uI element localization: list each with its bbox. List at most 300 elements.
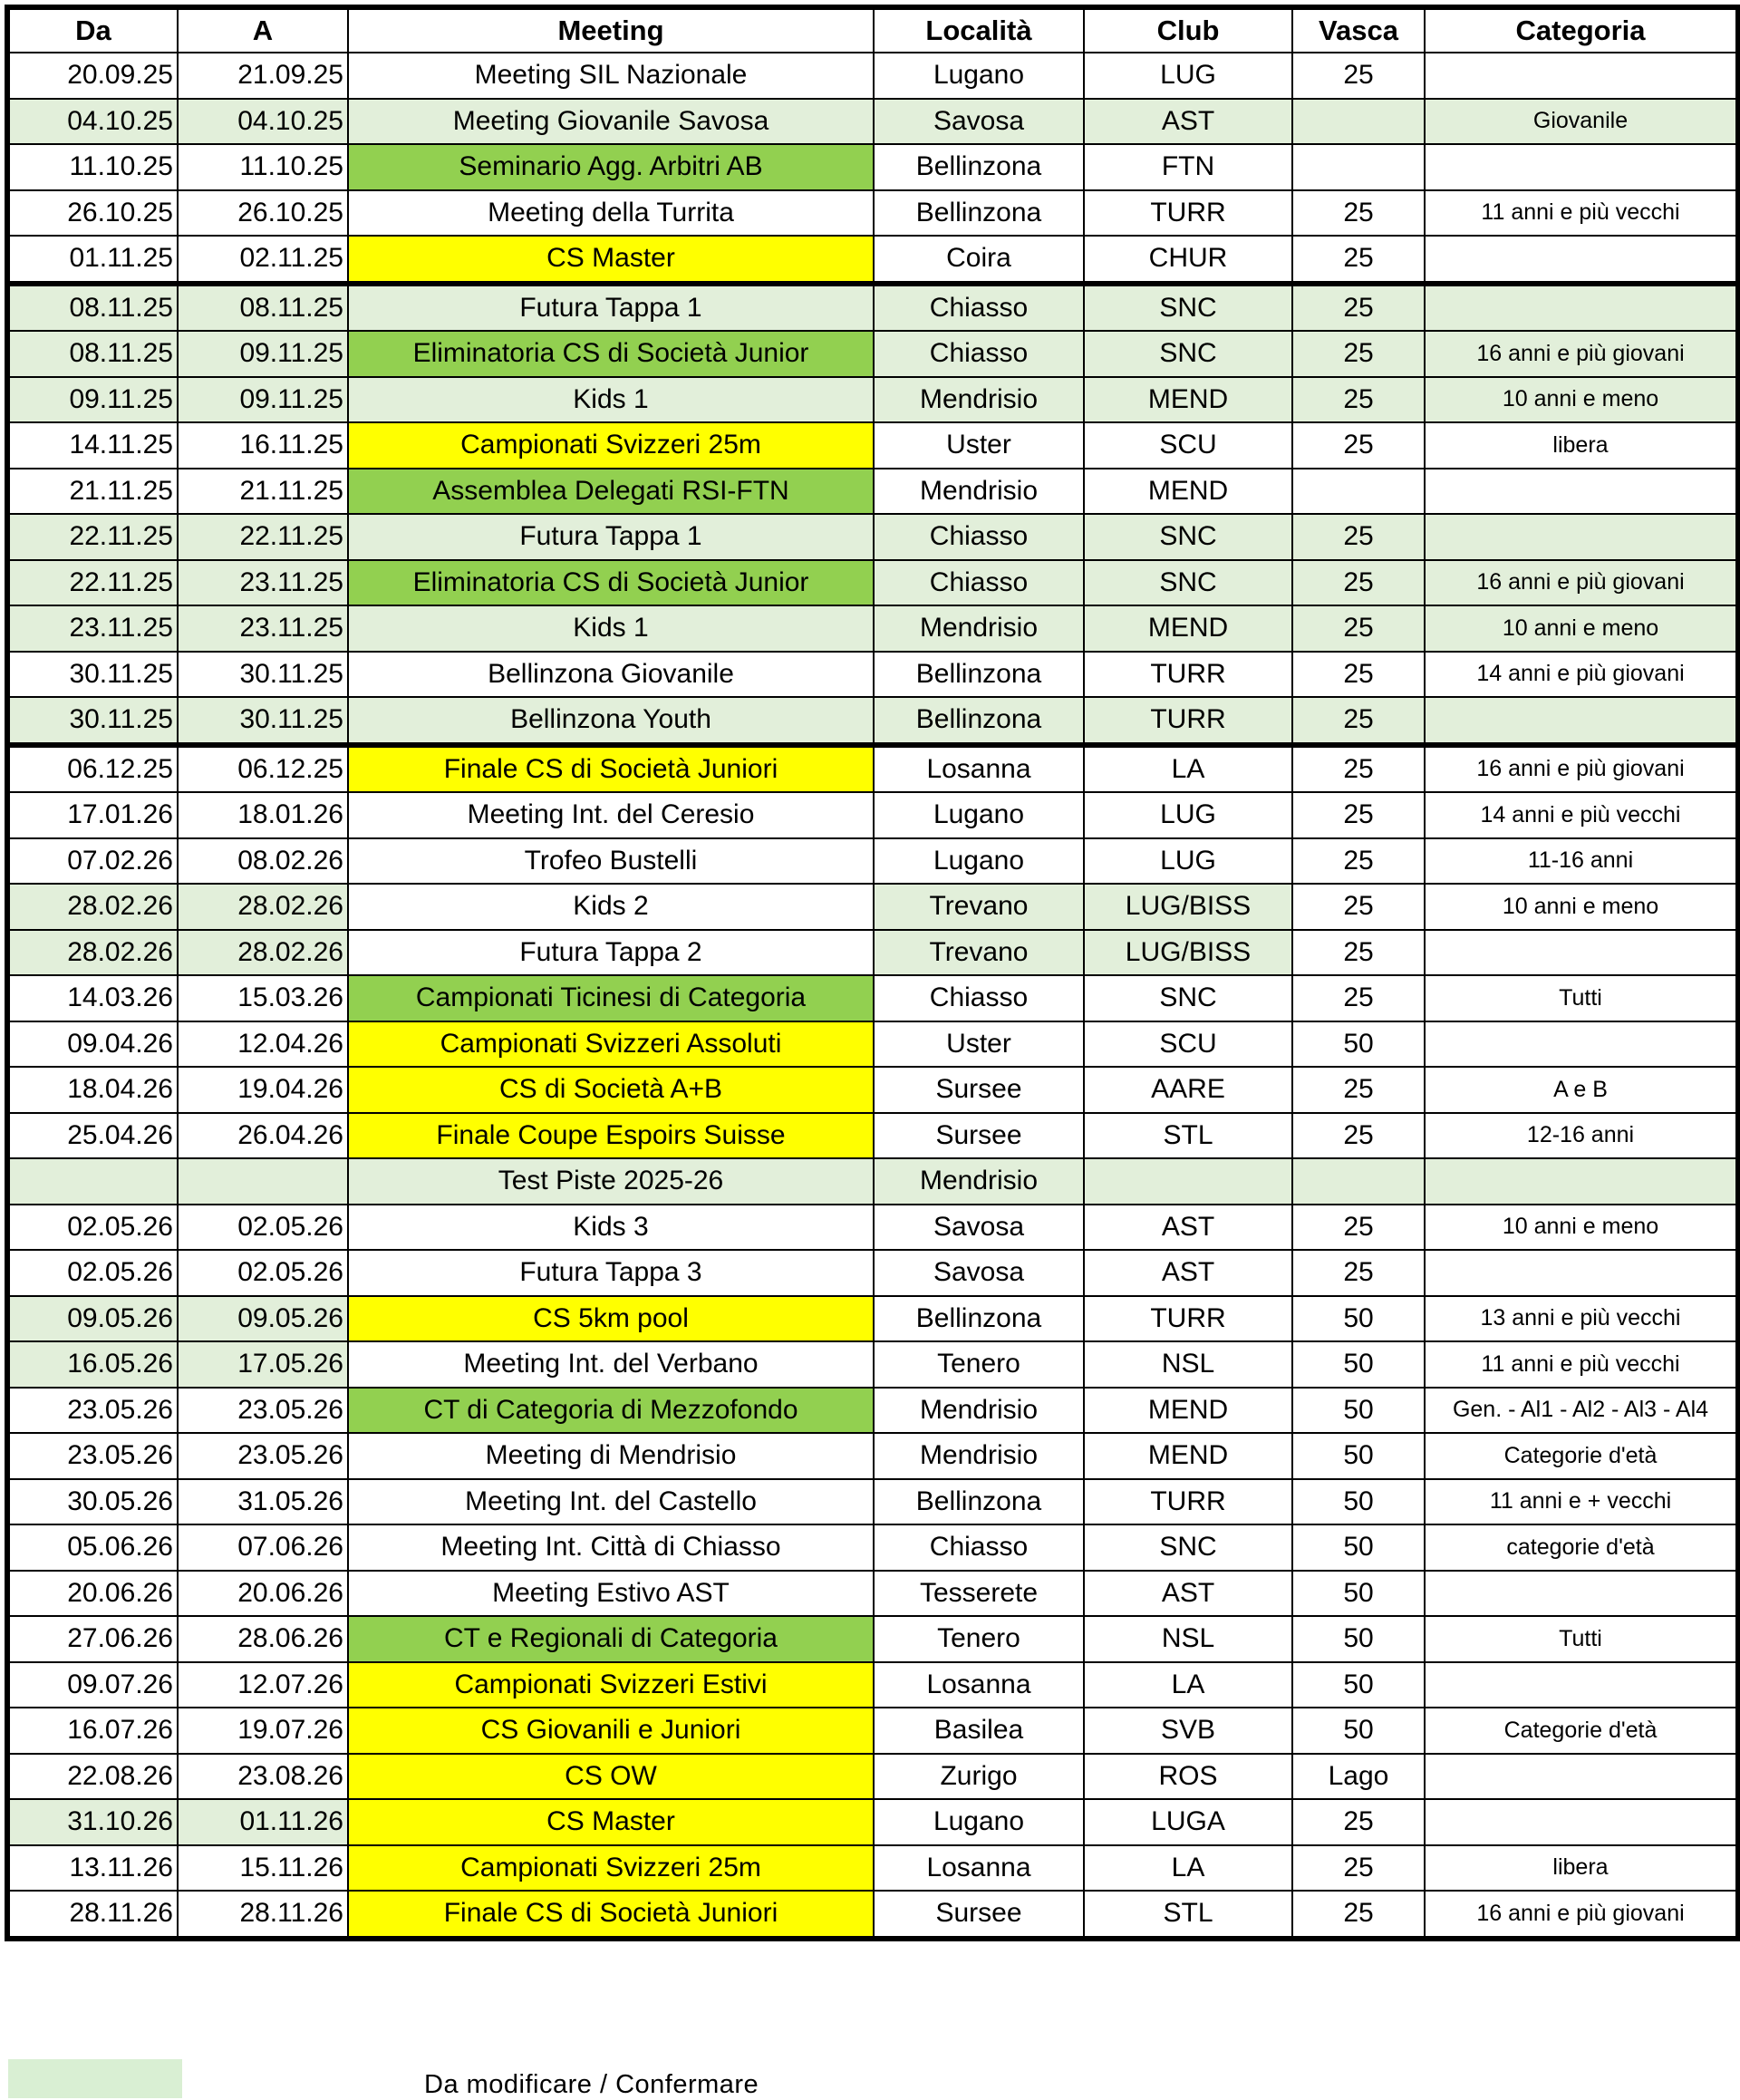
cell-a: 08.02.26 [178, 838, 348, 885]
table-row [7, 1296, 1738, 1342]
cell-da: 27.06.26 [7, 1616, 178, 1662]
cell-da: 22.08.26 [7, 1754, 178, 1800]
cell-localita: Uster [874, 422, 1084, 469]
cell-a: 28.11.26 [178, 1891, 348, 1939]
table-row [7, 1524, 1738, 1571]
cell-meeting: Meeting Int. del Ceresio [348, 792, 874, 838]
table-row [7, 99, 1738, 145]
cell-localita: Basilea [874, 1708, 1084, 1754]
cell-meeting: Futura Tappa 2 [348, 930, 874, 976]
cell-meeting: CT e Regionali di Categoria [348, 1616, 874, 1662]
table-row [7, 697, 1738, 745]
col-header-vasca: Vasca [1292, 7, 1425, 53]
cell-club: TURR [1084, 1479, 1292, 1525]
cell-localita: Mendrisio [874, 1158, 1084, 1205]
table-row [7, 1662, 1738, 1708]
table-row [7, 53, 1738, 99]
cell-club: MEND [1084, 469, 1292, 515]
cell-da: 07.02.26 [7, 838, 178, 885]
cell-da: 08.11.25 [7, 331, 178, 377]
cell-categoria: 10 anni e meno [1425, 1205, 1738, 1251]
cell-localita: Losanna [874, 1845, 1084, 1892]
cell-meeting: CS di Società A+B [348, 1067, 874, 1113]
cell-meeting: Kids 1 [348, 605, 874, 652]
cell-meeting: Eliminatoria CS di Società Junior [348, 331, 874, 377]
cell-categoria [1425, 53, 1738, 99]
cell-localita: Mendrisio [874, 377, 1084, 423]
cell-club: SNC [1084, 975, 1292, 1021]
cell-club: SNC [1084, 560, 1292, 606]
cell-localita: Tesserete [874, 1571, 1084, 1617]
cell-vasca: 50 [1292, 1021, 1425, 1068]
cell-vasca: 25 [1292, 560, 1425, 606]
cell-club: TURR [1084, 1296, 1292, 1342]
cell-vasca: 25 [1292, 930, 1425, 976]
cell-da: 20.06.26 [7, 1571, 178, 1617]
cell-a: 26.10.25 [178, 190, 348, 237]
cell-da: 14.11.25 [7, 422, 178, 469]
cell-club [1084, 1158, 1292, 1205]
table-row [7, 1205, 1738, 1251]
cell-localita: Bellinzona [874, 144, 1084, 190]
cell-localita: Chiasso [874, 560, 1084, 606]
legend [5, 2059, 1735, 2098]
cell-vasca: 50 [1292, 1388, 1425, 1434]
cell-club: SCU [1084, 422, 1292, 469]
cell-vasca: 25 [1292, 605, 1425, 652]
cell-categoria [1425, 1754, 1738, 1800]
table-row [7, 930, 1738, 976]
cell-vasca: 25 [1292, 514, 1425, 560]
cell-meeting: Kids 3 [348, 1205, 874, 1251]
cell-da: 04.10.25 [7, 99, 178, 145]
cell-da: 02.05.26 [7, 1205, 178, 1251]
col-header-club: Club [1084, 7, 1292, 53]
cell-club: NSL [1084, 1616, 1292, 1662]
table-row [7, 377, 1738, 423]
cell-categoria: Tutti [1425, 1616, 1738, 1662]
table-row [7, 469, 1738, 515]
cell-categoria: 10 anni e meno [1425, 605, 1738, 652]
cell-a: 09.05.26 [178, 1296, 348, 1342]
cell-localita: Losanna [874, 745, 1084, 793]
cell-club: LUG/BISS [1084, 884, 1292, 930]
cell-vasca: 25 [1292, 1067, 1425, 1113]
cell-localita: Savosa [874, 99, 1084, 145]
cell-club: STL [1084, 1891, 1292, 1939]
cell-meeting: Campionati Ticinesi di Categoria [348, 975, 874, 1021]
cell-meeting: Meeting SIL Nazionale [348, 53, 874, 99]
table-row [7, 792, 1738, 838]
cell-vasca: 50 [1292, 1524, 1425, 1571]
cell-vasca: 25 [1292, 236, 1425, 284]
cell-vasca [1292, 469, 1425, 515]
cell-club: SNC [1084, 1524, 1292, 1571]
cell-vasca: 25 [1292, 975, 1425, 1021]
cell-localita: Zurigo [874, 1754, 1084, 1800]
cell-localita: Chiasso [874, 1524, 1084, 1571]
cell-club: LUGA [1084, 1799, 1292, 1845]
cell-vasca [1292, 1158, 1425, 1205]
cell-localita: Bellinzona [874, 697, 1084, 745]
cell-meeting: CS 5km pool [348, 1296, 874, 1342]
cell-meeting: Futura Tappa 1 [348, 284, 874, 332]
cell-categoria: 16 anni e più giovani [1425, 745, 1738, 793]
cell-categoria: libera [1425, 1845, 1738, 1892]
table-row [7, 422, 1738, 469]
table-row [7, 1433, 1738, 1479]
cell-meeting: Kids 2 [348, 884, 874, 930]
cell-categoria [1425, 1021, 1738, 1068]
cell-da: 28.02.26 [7, 884, 178, 930]
cell-a: 21.09.25 [178, 53, 348, 99]
table-row [7, 1754, 1738, 1800]
cell-club: LUG/BISS [1084, 930, 1292, 976]
cell-a: 26.04.26 [178, 1113, 348, 1159]
cell-a: 09.11.25 [178, 331, 348, 377]
cell-vasca: 25 [1292, 1250, 1425, 1296]
cell-meeting: Meeting Int. Città di Chiasso [348, 1524, 874, 1571]
cell-da: 23.05.26 [7, 1433, 178, 1479]
cell-localita: Trevano [874, 930, 1084, 976]
cell-localita: Chiasso [874, 331, 1084, 377]
table-row [7, 1388, 1738, 1434]
cell-vasca: 25 [1292, 1205, 1425, 1251]
cell-da: 28.02.26 [7, 930, 178, 976]
cell-meeting: Seminario Agg. Arbitri AB [348, 144, 874, 190]
cell-localita: Bellinzona [874, 1479, 1084, 1525]
cell-meeting: Bellinzona Giovanile [348, 652, 874, 698]
cell-meeting: Meeting Giovanile Savosa [348, 99, 874, 145]
cell-localita: Coira [874, 236, 1084, 284]
cell-meeting: Meeting Int. del Verbano [348, 1341, 874, 1388]
cell-vasca: 25 [1292, 331, 1425, 377]
table-row [7, 1067, 1738, 1113]
cell-vasca: 25 [1292, 745, 1425, 793]
table-row [7, 975, 1738, 1021]
cell-a: 02.05.26 [178, 1250, 348, 1296]
cell-a: 30.11.25 [178, 697, 348, 745]
cell-categoria [1425, 469, 1738, 515]
cell-da: 20.09.25 [7, 53, 178, 99]
cell-club: LA [1084, 1845, 1292, 1892]
table-row [7, 1113, 1738, 1159]
table-row [7, 1708, 1738, 1754]
cell-club: AST [1084, 99, 1292, 145]
cell-localita: Lugano [874, 792, 1084, 838]
cell-a: 17.05.26 [178, 1341, 348, 1388]
cell-club: LA [1084, 1662, 1292, 1708]
cell-vasca: 50 [1292, 1296, 1425, 1342]
cell-club: LA [1084, 745, 1292, 793]
cell-club: SNC [1084, 284, 1292, 332]
cell-club: TURR [1084, 652, 1292, 698]
cell-club: AST [1084, 1250, 1292, 1296]
col-header-categoria: Categoria [1425, 7, 1738, 53]
col-header-meeting: Meeting [348, 7, 874, 53]
cell-club: MEND [1084, 605, 1292, 652]
cell-categoria: 13 anni e più vecchi [1425, 1296, 1738, 1342]
cell-localita: Mendrisio [874, 605, 1084, 652]
cell-meeting: Campionati Svizzeri Estivi [348, 1662, 874, 1708]
header-row [7, 7, 1738, 53]
cell-a: 23.05.26 [178, 1388, 348, 1434]
cell-club: TURR [1084, 697, 1292, 745]
cell-categoria: libera [1425, 422, 1738, 469]
cell-vasca: 25 [1292, 284, 1425, 332]
cell-a: 23.11.25 [178, 560, 348, 606]
cell-da: 13.11.26 [7, 1845, 178, 1892]
cell-da: 30.11.25 [7, 697, 178, 745]
table-row [7, 1158, 1738, 1205]
cell-da: 08.11.25 [7, 284, 178, 332]
cell-categoria [1425, 1571, 1738, 1617]
cell-da: 16.07.26 [7, 1708, 178, 1754]
table-row [7, 284, 1738, 332]
cell-localita: Sursee [874, 1067, 1084, 1113]
cell-a: 02.11.25 [178, 236, 348, 284]
cell-a: 21.11.25 [178, 469, 348, 515]
cell-club: LUG [1084, 792, 1292, 838]
cell-club: NSL [1084, 1341, 1292, 1388]
cell-localita: Lugano [874, 53, 1084, 99]
cell-da: 09.07.26 [7, 1662, 178, 1708]
cell-club: SCU [1084, 1021, 1292, 1068]
cell-da: 28.11.26 [7, 1891, 178, 1939]
cell-da: 30.11.25 [7, 652, 178, 698]
table-row [7, 331, 1738, 377]
cell-da: 22.11.25 [7, 560, 178, 606]
calendar-table [5, 5, 1740, 1941]
table-row [7, 652, 1738, 698]
table-row [7, 190, 1738, 237]
cell-meeting: CS Master [348, 236, 874, 284]
cell-categoria: 16 anni e più giovani [1425, 1891, 1738, 1939]
cell-categoria: Categorie d'età [1425, 1708, 1738, 1754]
cell-da: 30.05.26 [7, 1479, 178, 1525]
cell-categoria [1425, 144, 1738, 190]
cell-meeting: Finale Coupe Espoirs Suisse [348, 1113, 874, 1159]
cell-da: 21.11.25 [7, 469, 178, 515]
cell-a: 19.07.26 [178, 1708, 348, 1754]
table-row [7, 514, 1738, 560]
cell-da: 22.11.25 [7, 514, 178, 560]
cell-localita: Sursee [874, 1891, 1084, 1939]
cell-a: 04.10.25 [178, 99, 348, 145]
cell-a: 16.11.25 [178, 422, 348, 469]
cell-meeting: Test Piste 2025-26 [348, 1158, 874, 1205]
cell-da: 05.06.26 [7, 1524, 178, 1571]
cell-meeting: CT di Categoria di Mezzofondo [348, 1388, 874, 1434]
cell-da: 25.04.26 [7, 1113, 178, 1159]
cell-localita: Tenero [874, 1616, 1084, 1662]
cell-vasca: 25 [1292, 190, 1425, 237]
cell-localita: Chiasso [874, 975, 1084, 1021]
table-row [7, 144, 1738, 190]
cell-categoria: 16 anni e più giovani [1425, 331, 1738, 377]
table-row [7, 1250, 1738, 1296]
cell-localita: Chiasso [874, 514, 1084, 560]
table-row [7, 236, 1738, 284]
cell-vasca: 25 [1292, 792, 1425, 838]
cell-a: 28.06.26 [178, 1616, 348, 1662]
cell-meeting: Campionati Svizzeri 25m [348, 1845, 874, 1892]
cell-club: TURR [1084, 190, 1292, 237]
cell-meeting: Bellinzona Youth [348, 697, 874, 745]
cell-categoria: A e B [1425, 1067, 1738, 1113]
cell-meeting: Meeting della Turrita [348, 190, 874, 237]
cell-club: FTN [1084, 144, 1292, 190]
cell-vasca: 25 [1292, 53, 1425, 99]
cell-da: 23.05.26 [7, 1388, 178, 1434]
cell-localita: Mendrisio [874, 1388, 1084, 1434]
cell-vasca: 25 [1292, 697, 1425, 745]
cell-localita: Savosa [874, 1205, 1084, 1251]
cell-da: 06.12.25 [7, 745, 178, 793]
cell-localita: Savosa [874, 1250, 1084, 1296]
cell-a: 30.11.25 [178, 652, 348, 698]
cell-meeting: Futura Tappa 3 [348, 1250, 874, 1296]
cell-categoria: 11 anni e più vecchi [1425, 190, 1738, 237]
cell-categoria [1425, 1250, 1738, 1296]
cell-localita: Mendrisio [874, 469, 1084, 515]
cell-categoria: 11 anni e + vecchi [1425, 1479, 1738, 1525]
table-row [7, 838, 1738, 885]
cell-vasca: 25 [1292, 884, 1425, 930]
cell-localita: Bellinzona [874, 1296, 1084, 1342]
cell-categoria: 10 anni e meno [1425, 377, 1738, 423]
cell-vasca: 50 [1292, 1662, 1425, 1708]
cell-categoria [1425, 1158, 1738, 1205]
cell-vasca [1292, 144, 1425, 190]
cell-vasca: 25 [1292, 377, 1425, 423]
cell-club: SNC [1084, 331, 1292, 377]
cell-vasca: Lago [1292, 1754, 1425, 1800]
cell-localita: Bellinzona [874, 652, 1084, 698]
cell-localita: Uster [874, 1021, 1084, 1068]
cell-vasca: 50 [1292, 1341, 1425, 1388]
cell-vasca: 25 [1292, 652, 1425, 698]
cell-club: MEND [1084, 1433, 1292, 1479]
cell-a [178, 1158, 348, 1205]
cell-a: 09.11.25 [178, 377, 348, 423]
cell-vasca: 25 [1292, 1891, 1425, 1939]
cell-localita: Lugano [874, 838, 1084, 885]
cell-categoria [1425, 514, 1738, 560]
cell-club: LUG [1084, 838, 1292, 885]
table-row [7, 1341, 1738, 1388]
cell-a: 12.04.26 [178, 1021, 348, 1068]
col-header-localita: Località [874, 7, 1084, 53]
table-row [7, 605, 1738, 652]
cell-localita: Bellinzona [874, 190, 1084, 237]
cell-club: LUG [1084, 53, 1292, 99]
cell-categoria [1425, 697, 1738, 745]
cell-club: AST [1084, 1571, 1292, 1617]
cell-vasca: 25 [1292, 422, 1425, 469]
table-row [7, 1021, 1738, 1068]
cell-localita: Tenero [874, 1341, 1084, 1388]
cell-vasca: 50 [1292, 1433, 1425, 1479]
col-header-a: A [178, 7, 348, 53]
cell-club: SNC [1084, 514, 1292, 560]
cell-categoria [1425, 930, 1738, 976]
cell-da: 02.05.26 [7, 1250, 178, 1296]
table-row [7, 884, 1738, 930]
cell-da: 26.10.25 [7, 190, 178, 237]
cell-vasca: 50 [1292, 1616, 1425, 1662]
cell-meeting: Futura Tappa 1 [348, 514, 874, 560]
cell-da: 09.11.25 [7, 377, 178, 423]
cell-a: 15.11.26 [178, 1845, 348, 1892]
cell-da: 23.11.25 [7, 605, 178, 652]
cell-a: 31.05.26 [178, 1479, 348, 1525]
cell-club: SVB [1084, 1708, 1292, 1754]
table-row [7, 1891, 1738, 1939]
table-row [7, 560, 1738, 606]
cell-meeting: Meeting Estivo AST [348, 1571, 874, 1617]
legend-label: Da modificare / Confermare [424, 2070, 759, 2099]
cell-localita: Mendrisio [874, 1433, 1084, 1479]
cell-categoria [1425, 1662, 1738, 1708]
cell-vasca: 25 [1292, 1799, 1425, 1845]
cell-categoria [1425, 236, 1738, 284]
cell-vasca: 50 [1292, 1479, 1425, 1525]
cell-categoria [1425, 1799, 1738, 1845]
cell-categoria: 11-16 anni [1425, 838, 1738, 885]
cell-categoria: 14 anni e più vecchi [1425, 792, 1738, 838]
cell-a: 28.02.26 [178, 930, 348, 976]
cell-a: 07.06.26 [178, 1524, 348, 1571]
cell-categoria: Categorie d'età [1425, 1433, 1738, 1479]
cell-meeting: Finale CS di Società Juniori [348, 745, 874, 793]
cell-categoria: 12-16 anni [1425, 1113, 1738, 1159]
legend-swatch [8, 2059, 182, 2098]
cell-meeting: Finale CS di Società Juniori [348, 1891, 874, 1939]
cell-meeting: Assemblea Delegati RSI-FTN [348, 469, 874, 515]
cell-localita: Chiasso [874, 284, 1084, 332]
cell-da: 09.05.26 [7, 1296, 178, 1342]
cell-vasca: 50 [1292, 1571, 1425, 1617]
cell-meeting: CS Master [348, 1799, 874, 1845]
cell-a: 11.10.25 [178, 144, 348, 190]
cell-a: 22.11.25 [178, 514, 348, 560]
cell-localita: Losanna [874, 1662, 1084, 1708]
table-row [7, 1479, 1738, 1525]
table-row [7, 745, 1738, 793]
cell-categoria: 11 anni e più vecchi [1425, 1341, 1738, 1388]
cell-da: 09.04.26 [7, 1021, 178, 1068]
cell-categoria: 10 anni e meno [1425, 884, 1738, 930]
cell-da: 31.10.26 [7, 1799, 178, 1845]
cell-localita: Lugano [874, 1799, 1084, 1845]
cell-a: 20.06.26 [178, 1571, 348, 1617]
cell-a: 23.11.25 [178, 605, 348, 652]
cell-vasca [1292, 99, 1425, 145]
cell-meeting: CS OW [348, 1754, 874, 1800]
cell-categoria: Tutti [1425, 975, 1738, 1021]
table-row [7, 1571, 1738, 1617]
cell-vasca: 25 [1292, 1845, 1425, 1892]
cell-a: 08.11.25 [178, 284, 348, 332]
cell-club: ROS [1084, 1754, 1292, 1800]
cell-categoria [1425, 284, 1738, 332]
cell-da: 17.01.26 [7, 792, 178, 838]
cell-da: 18.04.26 [7, 1067, 178, 1113]
cell-categoria: categorie d'età [1425, 1524, 1738, 1571]
cell-categoria: 16 anni e più giovani [1425, 560, 1738, 606]
col-header-da: Da [7, 7, 178, 53]
